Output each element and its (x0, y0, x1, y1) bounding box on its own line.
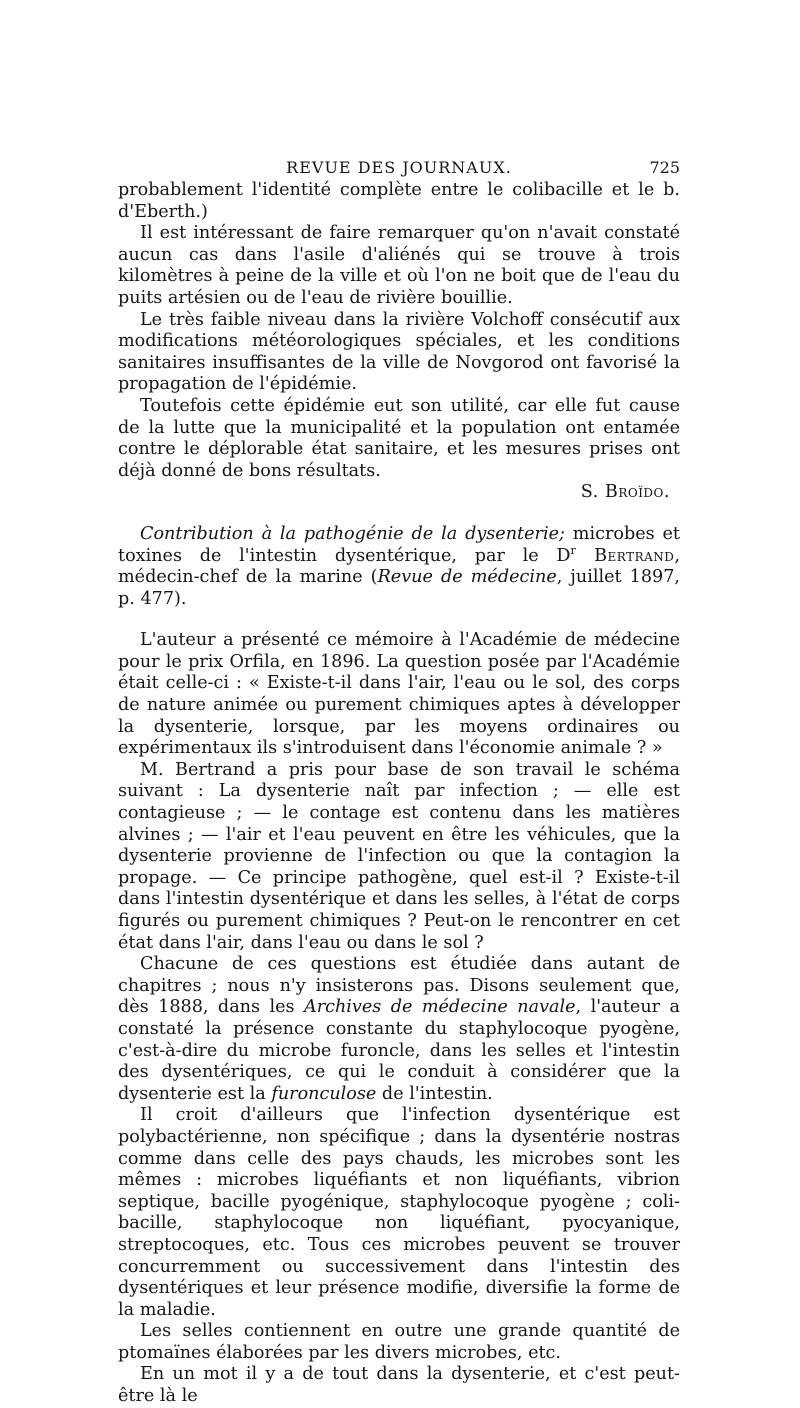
running-header (118, 152, 680, 178)
running-title: REVUE DES JOURNAUX. (286, 158, 512, 177)
article-heading (118, 524, 680, 610)
article-author: Bertrand (575, 545, 675, 566)
paragraph-polybacterial: Il croit d'ailleurs que l'infection dysentérique est polybactérienne, non spécifique ; dans la dysentérie nostras comme dans celle des pays chauds, les microbes sont les mêmes : microbes liquéfiants et non liquéfiants, vibrion septique, bacille pyogénique, staphylocoque pyogène ; coli-bacille, staphylocoque non liquéfiant, pyocyanique, streptocoques, etc. Tous ces microbes peuvent se trouver concurremment ou successivement dans l'intestin des dysentériques et leur présence modifie, diversifie la forme de la maladie. (118, 1105, 680, 1320)
article-title: Contribution à la pathogénie de la dysenterie; (140, 523, 565, 544)
chapters-text-c: de l'intestin. (376, 1083, 493, 1104)
author-role: , médecin-chef de la marine ( (118, 545, 680, 588)
paragraph-schema: M. Bertrand a pris pour base de son travail le schéma suivant : La dysenterie naît par infection ; — elle est contagieuse ; — le contage est contenu dans les matières alvines ; — l'air et l'eau peuvent en être les véhicules, que la dysenterie provienne de l'infection ou que la contagion la propage. — Ce principe pathogène, quel est-il ? Existe-t-il dans l'intestin dysentérique et dans les selles, à l'état de corps figurés ou purement chimiques ? Peut-on le rencontrer en cet état dans l'air, dans l'eau ou dans le sol ? (118, 759, 680, 953)
chapters-text-a: Chacune de ces questions est étudiée dans autant de chapitres ; nous n'y insisterons pas. Disons seulement que, dès 1888, dans les (118, 954, 680, 1018)
article-body (118, 180, 680, 1408)
furonculose-term: furonculose (271, 1083, 377, 1104)
doctor-superscript: r (570, 543, 576, 557)
page (118, 152, 680, 1408)
paragraph-asylum: Il est intéressant de faire remarquer qu'on n'avait constaté aucun cas dans l'asile d'aliénés qui se trouve à trois kilomètres à peine de la ville et où l'on ne boit que de l'eau du puits artésien ou de l'eau de rivière bouillie. (118, 223, 680, 308)
paragraph-river-level: Le très faible niveau dans la rivière Volchoff consécutif aux modifications météorologiques spéciales, et les conditions sanitaires insuffisantes de la ville de Novgorod ont favorisé la propagation de l'épidémie. (118, 309, 680, 395)
paragraph-conclusion: En un mot il y a de tout dans la dysenterie, et c'est peut-être là le (118, 1364, 680, 1407)
chapters-text-b: , l'auteur a constaté la présence constante du staphylocoque pyogène, c'est-à-dire du microbe furoncle, dans les selles et l'intestin des dysentériques, ce qui le conduit à considérer que la dysenterie est la (118, 997, 680, 1104)
paragraph-continued: probablement l'identité complète entre le colibacille et le b. d'Eberth.) (118, 180, 680, 222)
paragraph-ptomaines: Les selles contiennent en outre une grande quantité de ptomaïnes élaborées par les divers microbes, etc. (118, 1321, 680, 1363)
page-number: 725 (649, 158, 680, 177)
archives-journal: Archives de médecine navale (303, 997, 576, 1018)
article-subtitle: microbes et toxines de l'intestin dysentérique, par le D (118, 523, 681, 566)
journal-name: Revue de médecine (377, 567, 557, 588)
paragraph-epidemic-utility: Toutefois cette épidémie eut son utilité, car elle fut cause de la lutte que la municipalité et la population ont entamée contre le déplorable état sanitaire, et les mesures prises ont déjà donné de bons résultats. (118, 395, 680, 481)
citation-details: , juillet 1897, p. 477). (118, 567, 680, 609)
paragraph-orfila-prize: L'auteur a présenté ce mémoire à l'Académie de médecine pour le prix Orfila, en 1896. La question posée par l'Académie était celle-ci : « Existe-t-il dans l'air, l'eau ou le sol, des corps de nature animée ou purement chimiques aptes à développer la dysenterie, lorsque, par les moyens ordinaires ou expérimentaux ils s'introduisent dans l'économie animale ? » (118, 630, 680, 759)
paragraph-chapters (118, 954, 680, 1105)
author-signature: S. Broïdo. (580, 482, 670, 503)
